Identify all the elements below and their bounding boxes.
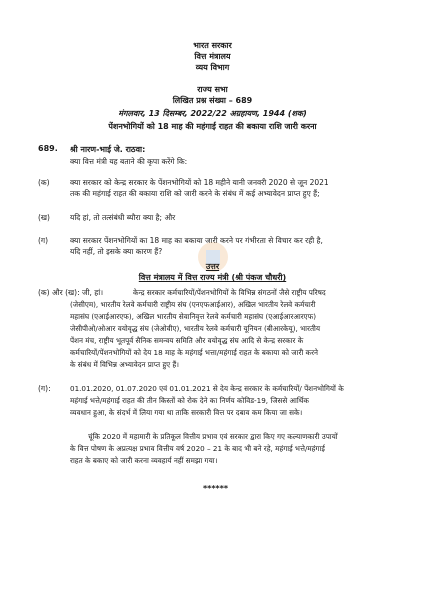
header-line-ministry: वित्त मंत्रालय xyxy=(194,52,231,61)
question-item-text: यदि नहीं, तो इसके क्या कारण हैं? xyxy=(70,247,163,256)
answer-heading: उत्तर xyxy=(205,262,220,271)
question-item-text: क्या सरकार पेंशनभोगियों का 18 माह का बकाया जारी करने पर गंभीरता से विचार कर रही है, xyxy=(70,236,323,245)
answer-part-label: (ग): xyxy=(38,384,51,393)
answer-line: महंगाई भत्ते/महंगाई राहत की तीन किस्तों को रोक देने का निर्णय कोविड-19, जिससे आर्थिक xyxy=(70,396,309,405)
question-item-text: क्या सरकार को केन्द्र सरकार के पेंशनभोगियों को 18 महीने यानी जनवरी 2020 से जून 2021 xyxy=(70,178,329,187)
question-number: लिखित प्रश्न संख्या – 689 xyxy=(172,96,253,105)
header-line-department: व्यय विभाग xyxy=(195,63,230,72)
member-name: श्री नारण-भाई जे. राठवा: xyxy=(70,145,146,154)
answer-line: महासंघ (एआईआरएफ), अखिल भारतीय सेवानिवृत्त रेलवे कर्मचारी महासंघ (एआईआरआरएफ) xyxy=(70,312,317,321)
question-item-text: यदि हां, तो तत्संबंधी ब्यौरा क्या है; और xyxy=(70,213,176,222)
question-item-text: तक की महंगाई राहत की बकाया राशि को जारी करने के संबंध में कई अभ्यावेदन प्राप्त हुए हैं; xyxy=(70,189,320,198)
question-item-label: (ग) xyxy=(38,236,49,245)
answer-line: के संबंध में विभिन्न अभ्यावेदन प्राप्त हुए हैं। xyxy=(70,360,179,369)
answer-part-label: (क) और (ख): जी, हां। xyxy=(38,288,104,297)
question-item-label: (क) xyxy=(38,178,50,187)
answer-line: के वित्त पोषण के अप्रत्यक्ष प्रभाव वित्तीय वर्ष 2020 – 21 के बाद भी बने रहे, महंगाई भत्ते/महंगाई xyxy=(70,444,325,453)
answer-line: 01.01.2020, 01.07.2020 एवं 01.01.2021 से देय केन्द्र सरकार के कर्मचारियों/ पेंशनभोगियों के xyxy=(70,384,344,393)
question-intro: क्या वित्त मंत्री यह बताने की कृपा करेंगे कि: xyxy=(70,157,188,166)
minister-name: वित्त मंत्रालय में वित्त राज्य मंत्री (श्री पंकज चौधरी) xyxy=(138,273,287,282)
answer-line: केन्द्र सरकार कर्मचारियों/पेंशनभोगियों के विभिन्न संगठनों जैसे राष्ट्रीय परिषद xyxy=(133,288,326,297)
answer-line: चूंकि 2020 में महामारी के प्रतिकूल वित्तीय प्रभाव एवं सरकार द्वारा किए गए कल्याणकारी उपायों xyxy=(88,432,338,441)
answer-line: पेंशन मंच, राष्ट्रीय भूतपूर्व सैनिक समन्वय समिति और वयोवृद्ध संघ आदि से केन्द्र सरकार के xyxy=(70,336,304,345)
question-item-label: (ख) xyxy=(38,213,50,222)
house-name: राज्य सभा xyxy=(197,85,228,94)
end-mark: ****** xyxy=(203,484,229,493)
header-line-govt: भारत सरकार xyxy=(193,41,232,50)
answer-line: जेसीपीओ/ओआर वयोवृद्ध संघ (जेओवीए), भारतीय रेलवे कर्मचारी यूनियन (बीआरकेयू), भारतीय xyxy=(70,324,321,333)
question-date: मंगलवार, 13 दिसम्बर, 2022/22 अग्रहायण, 1944 (शक) xyxy=(118,109,307,118)
answer-line: कर्मचारियों/पेंशनभोगियों को देय 18 माह के महंगाई भत्ता/महंगाई राहत के बकाया को जारी करने xyxy=(70,348,319,357)
question-serial: 689. xyxy=(38,144,58,153)
subject-title: पेंशनभोगियों को 18 माह की महंगाई राहत की बकाया राशि जारी करना xyxy=(108,122,317,131)
answer-line: व्यवधान हुआ, के संदर्भ में लिया गया था ताकि सरकारी वित्त पर दबाव कम किया जा सके। xyxy=(70,408,303,417)
answer-line: (जेसीएम), भारतीय रेलवे कर्मचारी राष्ट्रीय संघ (एनएफआईआर), अखिल भारतीय रेलवे कर्मचारी xyxy=(70,300,316,309)
answer-line: राहत के बकाए को जारी करना व्यवहार्य नहीं समझा गया। xyxy=(70,456,218,465)
